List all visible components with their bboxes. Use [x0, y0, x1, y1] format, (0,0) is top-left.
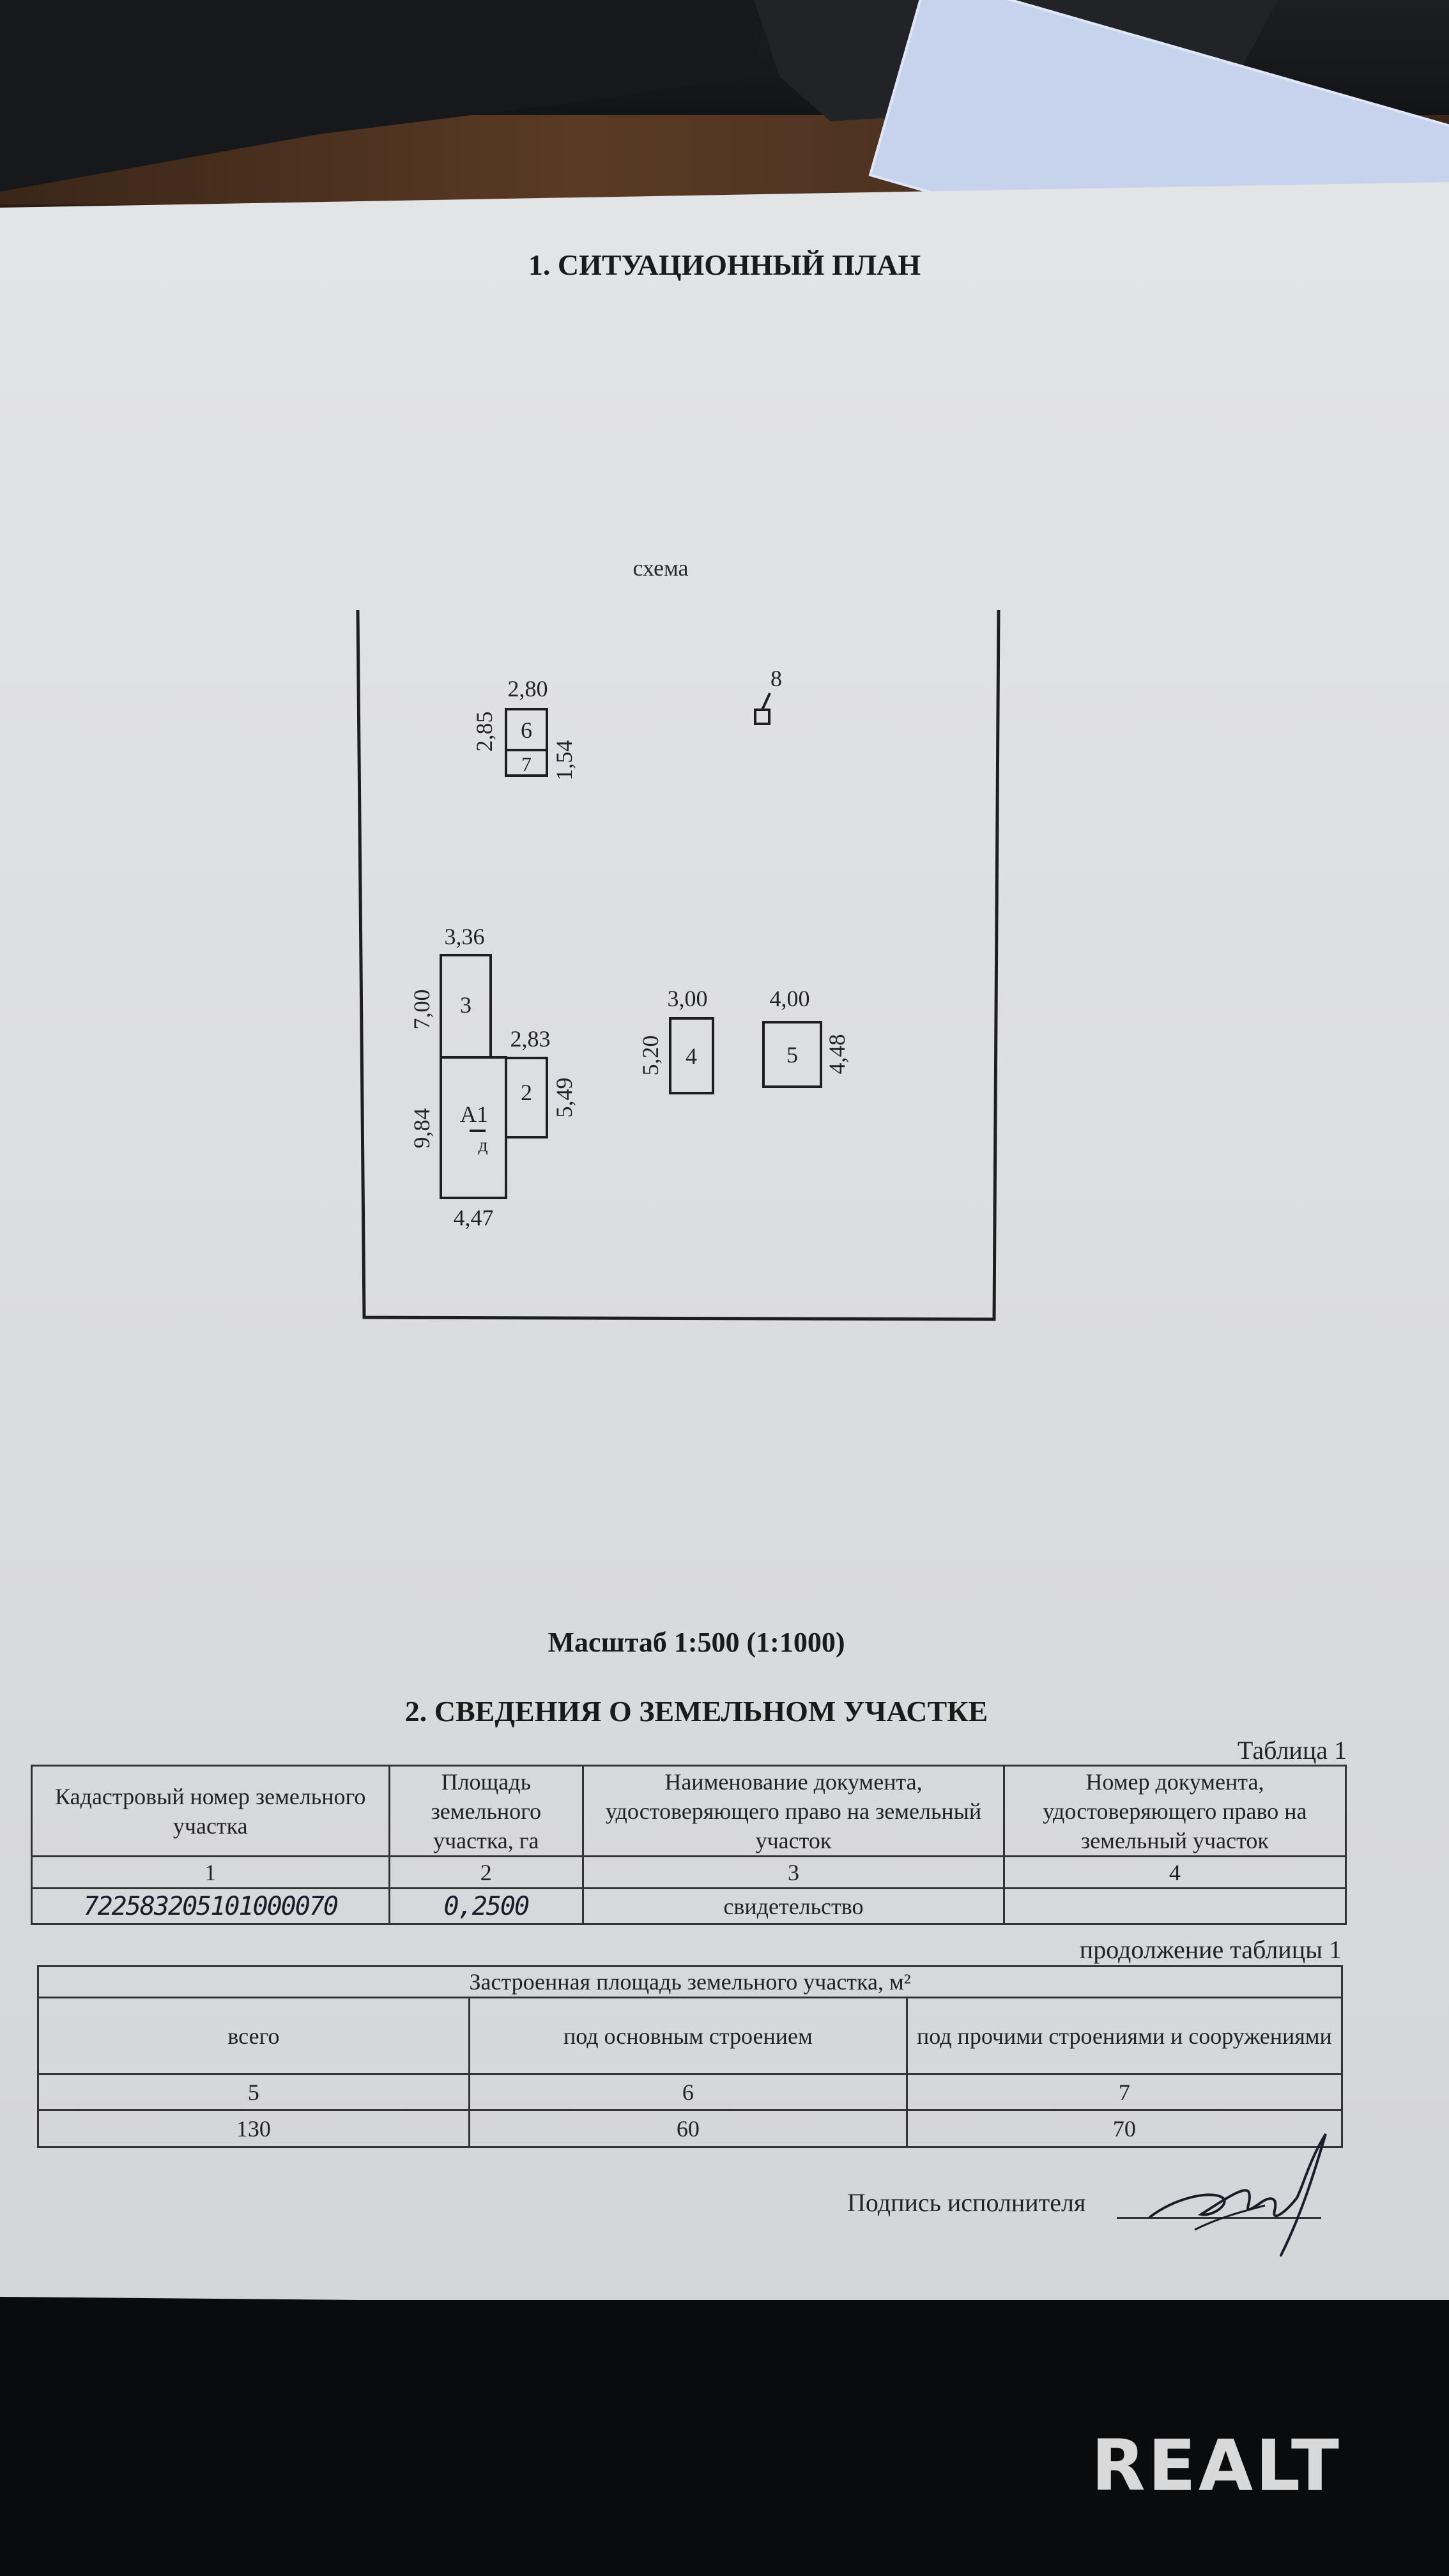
- header-total: всего: [38, 1998, 470, 2074]
- building-2-height: 5,49: [551, 1077, 577, 1118]
- column-number: 3: [583, 1857, 1004, 1889]
- table-row: [32, 1889, 1346, 1924]
- building-6-height: 2,85: [471, 711, 497, 752]
- header-cadastral-number: Кадастровый номер земельного участка: [32, 1766, 390, 1857]
- header-document-number: Номер документа, удостоверяющего право на земельный участок: [1004, 1766, 1346, 1857]
- table-number-row: [32, 1857, 1346, 1889]
- handwritten-signature: [1137, 2121, 1342, 2274]
- document-number-value: [1004, 1889, 1346, 1924]
- realt-logo-watermark: REALT: [1091, 2425, 1342, 2506]
- land-plot-table: [31, 1765, 1347, 1925]
- building-6-label: 6: [521, 717, 532, 743]
- building-4-label: 4: [686, 1043, 697, 1069]
- building-a1-sub: д: [478, 1135, 488, 1156]
- area-value: 0,2500: [389, 1889, 583, 1924]
- building-7-label: 7: [521, 753, 532, 776]
- building-4-height: 5,20: [638, 1035, 663, 1076]
- building-a1-width: 4,47: [453, 1205, 494, 1230]
- main-building-area-value: 60: [469, 2110, 907, 2147]
- section2-title: 2. СВЕДЕНИЯ О ЗЕМЕЛЬНОМ УЧАСТКЕ: [404, 1695, 988, 1728]
- cadastral-number-value: 722583205101000070: [32, 1889, 390, 1924]
- header-other-buildings: под прочими строениями и сооружениями: [907, 1998, 1342, 2074]
- building-3-width: 3,36: [444, 924, 485, 949]
- total-area-value: 130: [38, 2110, 470, 2147]
- header-built-area: Застроенная площадь земельного участка, м²: [38, 1966, 1342, 1998]
- signature-label: Подпись исполнителя: [847, 2188, 1086, 2217]
- building-6-width: 2,80: [507, 676, 548, 702]
- building-5-label: 5: [786, 1042, 798, 1068]
- building-8: [755, 710, 769, 724]
- column-number: 5: [38, 2074, 470, 2110]
- building-7-height: 1,54: [551, 740, 577, 781]
- column-number: 7: [907, 2074, 1342, 2110]
- building-5-height: 4,48: [824, 1034, 850, 1075]
- building-3-height: 7,00: [409, 989, 434, 1030]
- table-header-row: [32, 1766, 1346, 1857]
- table-subheader-row: [38, 1998, 1342, 2074]
- column-number: 6: [469, 2074, 907, 2110]
- building-a1-label: А1: [460, 1101, 488, 1127]
- header-main-building: под основным строением: [469, 1998, 907, 2074]
- table-number-row: [38, 2074, 1342, 2110]
- section1-title: 1. СИТУАЦИОННЫЙ ПЛАН: [528, 249, 921, 281]
- document-name-value: свидетельство: [583, 1889, 1004, 1924]
- building-3-label: 3: [460, 992, 471, 1018]
- building-8-label: 8: [770, 666, 782, 691]
- building-2-label: 2: [521, 1080, 532, 1105]
- building-5-width: 4,00: [769, 986, 810, 1011]
- column-number: 4: [1004, 1857, 1346, 1889]
- building-2-width: 2,83: [510, 1026, 551, 1052]
- column-number: 1: [32, 1857, 390, 1889]
- building-a1: [441, 1057, 506, 1198]
- column-number: 2: [389, 1857, 583, 1889]
- header-area: Площадь земельного участка, га: [389, 1766, 583, 1857]
- header-document-name: Наименование документа, удостоверяющего право на земельный участок: [583, 1766, 1004, 1857]
- building-8-leader: [762, 693, 770, 710]
- building-4-width: 3,00: [667, 986, 708, 1011]
- other-buildings-area-value: 70: [907, 2110, 1342, 2147]
- scale-label: Масштаб 1:500 (1:1000): [548, 1627, 845, 1658]
- scheme-label: схема: [632, 555, 689, 581]
- table-header-row: [38, 1966, 1342, 1998]
- building-a1-height: 9,84: [409, 1108, 434, 1149]
- table-continuation-caption: продолжение таблицы 1: [1079, 1935, 1342, 1964]
- table-caption: Таблица 1: [1237, 1736, 1347, 1765]
